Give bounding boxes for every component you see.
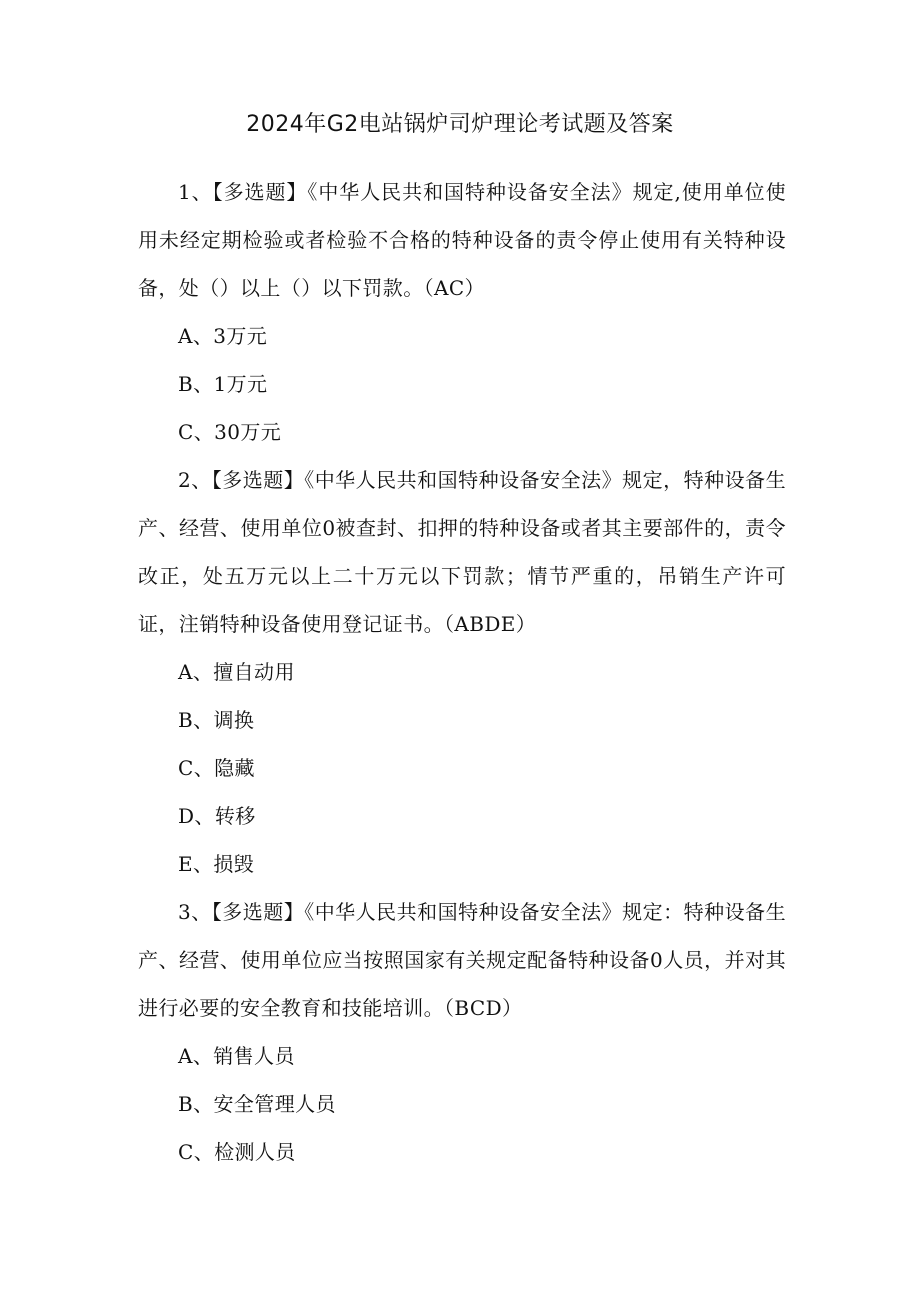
question-2-option-c: C、隐藏 [178,756,255,780]
question-1-option-a: A、3万元 [178,324,268,348]
question-2-text: 2、【多选题】《中华人民共和国特种设备安全法》规定，特种设备生产、经营、使用单位0被查封、扣押的特种设备或者其主要部件的，责令改正，处五万元以上二十万元以下罚款；情节严重的，吊销生产许可证，注销特种设备使用登记证书。（ABDE） [138,468,786,636]
question-1-text: 1、【多选题】《中华人民共和国特种设备安全法》规定,使用单位使用未经定期检验或者检验不合格的特种设备的责令停止使用有关特种设备，处（）以上（）以下罚款。（AC） [138,180,786,300]
question-3-option-a: A、销售人员 [178,1044,295,1068]
question-list [138,168,786,1176]
document-title: 2024年G2电站锅炉司炉理论考试题及答案 [246,112,674,137]
question-3-option-b: B、安全管理人员 [178,1092,336,1116]
question-2-option-a: A、擅自动用 [178,660,295,684]
question-1-option-c: C、30万元 [178,420,282,444]
question-1-option-b: B、1万元 [178,372,268,396]
question-2-option-b: B、调换 [178,708,255,732]
question-3-option-c: C、检测人员 [178,1140,296,1164]
question-2-option-d: D、转移 [178,804,256,828]
question-3-text: 3、【多选题】《中华人民共和国特种设备安全法》规定：特种设备生产、经营、使用单位应当按照国家有关规定配备特种设备0人员，并对其进行必要的安全教育和技能培训。（BCD） [138,900,786,1020]
question-2-option-e: E、损毁 [178,852,255,876]
